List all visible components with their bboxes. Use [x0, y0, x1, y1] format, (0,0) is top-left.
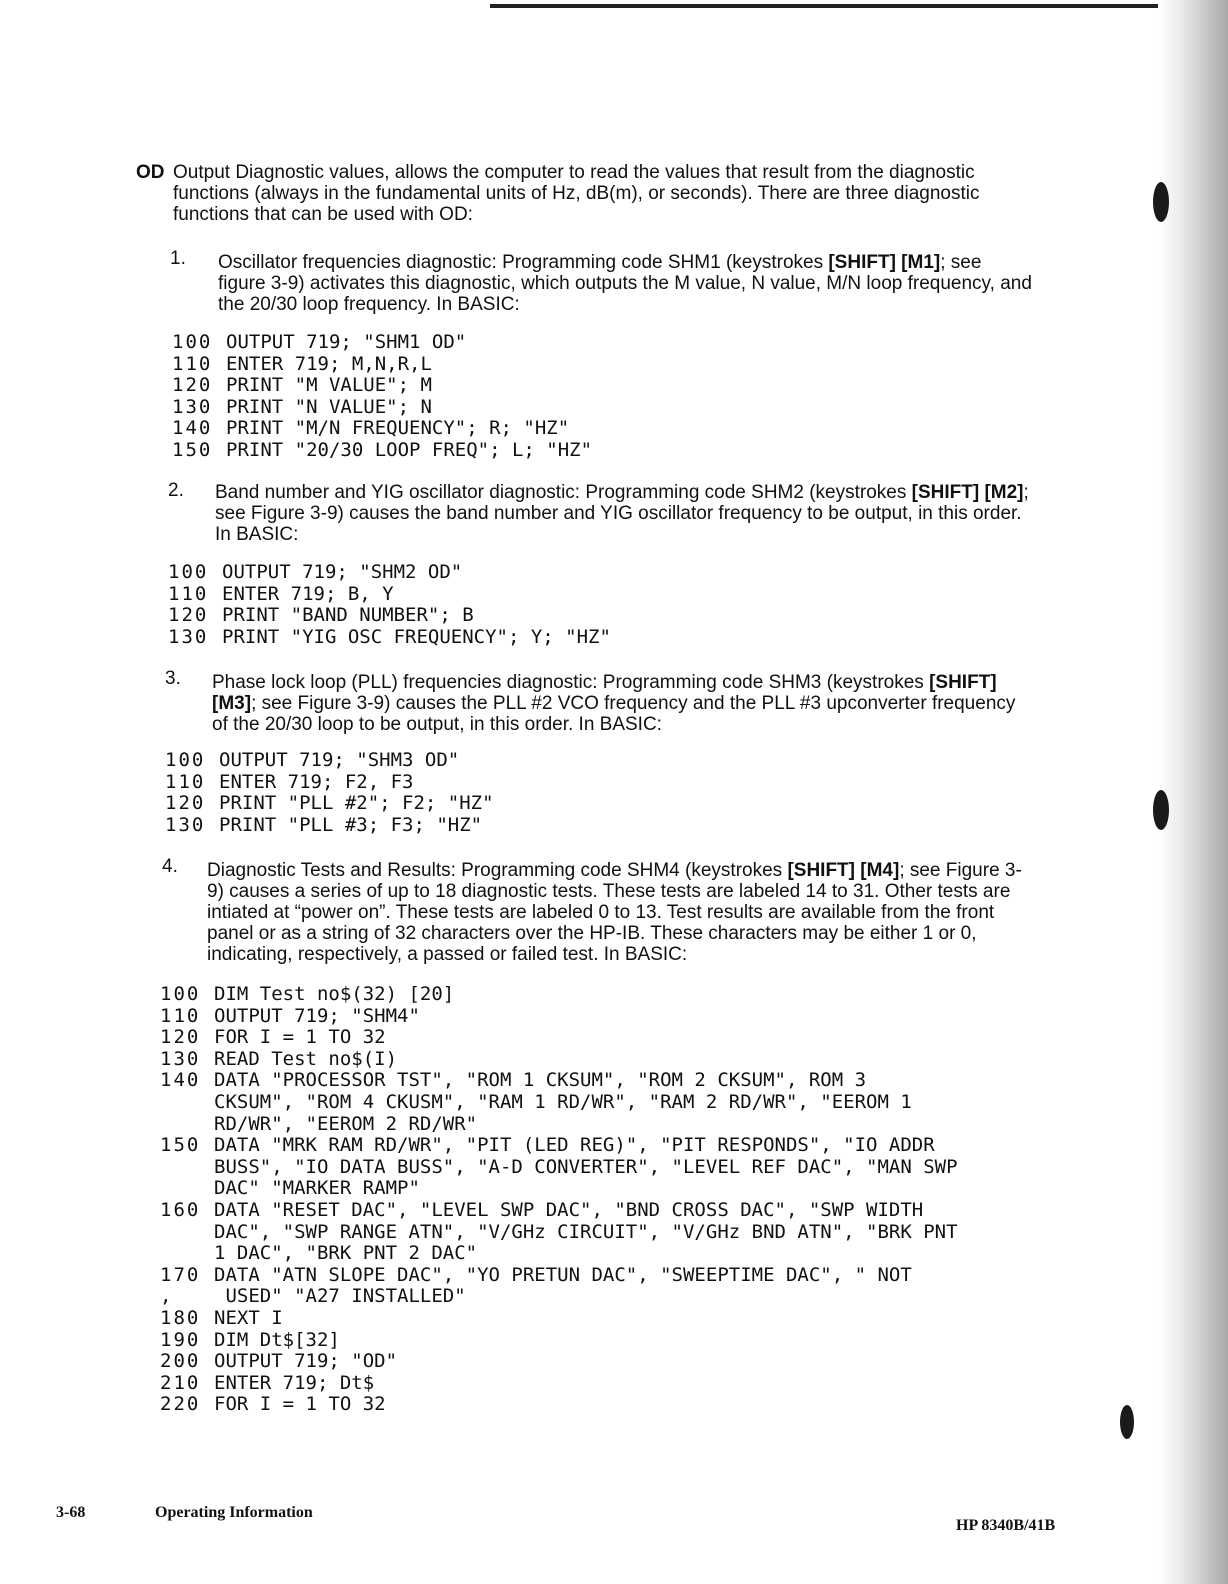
code-listing — [168, 562, 611, 648]
code-line — [160, 1114, 958, 1136]
top-edge-line — [490, 4, 1190, 8]
line-text: DATA "RESET DAC", "LEVEL SWP DAC", "BND CROSS DAC", "SWP WIDTH — [214, 1198, 924, 1221]
line-text: OUTPUT 719; "SHM2 OD" — [222, 561, 463, 583]
line-number: 110 — [172, 352, 213, 375]
line-number: 140 — [160, 1069, 201, 1092]
code-line — [160, 1070, 958, 1092]
od-description: Output Diagnostic values, allows the computer to read the values that result from the diagnostic functions (always in the fundamental units of Hz, dB(m), or seconds). There are three diagnostic functions that can be used with OD: — [173, 162, 980, 225]
line-text: PRINT "YIG OSC FREQUENCY"; Y; "HZ" — [222, 625, 611, 648]
code-line — [160, 1330, 958, 1352]
code-line — [160, 1308, 958, 1330]
code-listing — [165, 750, 494, 836]
line-text: DATA "ATN SLOPE DAC", "YO PRETUN DAC", "SWEEPTIME DAC", " NOT — [214, 1263, 912, 1286]
line-text: OUTPUT 719; "SHM1 OD" — [226, 331, 467, 353]
line-number: 120 — [172, 374, 213, 397]
model-number: HP 8340B/41B — [956, 1517, 1056, 1534]
item-description: Oscillator frequencies diagnostic: Programming code SHM1 (keystrokes [SHIFT] [M1]; see figure 3-9) activates this diagnostic, which outputs the M value, N value, M/N loop frequency, and the 20/30 loop frequency. In BASIC: — [218, 252, 1032, 315]
line-text: ENTER 719; B, Y — [222, 582, 394, 605]
item-description: Diagnostic Tests and Results: Programming code SHM4 (keystrokes [SHIFT] [M4]; see Figure 3-9) causes a series of up to 18 diagnostic tests. These tests are labeled 14 to 31. Other tests are intiated at “power on”. These tests are labeled 0 to 13. Test results are available from the front panel or as a string of 32 characters over the HP-IB. These characters may be either 1 or 0, indicating, respectively, a passed or failed test. In BASIC: — [207, 860, 1022, 965]
line-number: 120 — [165, 792, 206, 815]
code-line — [165, 793, 494, 815]
code-line — [160, 1135, 958, 1157]
code-line — [160, 1027, 958, 1049]
item-number: 2. — [168, 480, 184, 501]
code-line — [168, 562, 611, 584]
item-description: Band number and YIG oscillator diagnostic: Programming code SHM2 (keystrokes [SHIFT] [M2]; see Figure 3-9) causes the band number and YIG oscillator frequency to be output, in this order. In BASIC: — [215, 482, 1029, 545]
code-line — [165, 772, 494, 794]
code-line — [160, 1178, 958, 1200]
code-line — [172, 354, 592, 376]
item-number: 3. — [165, 668, 181, 689]
code-line — [172, 397, 592, 419]
code-line — [172, 418, 592, 440]
line-text: PRINT "M VALUE"; M — [226, 374, 432, 397]
line-number: 110 — [160, 1004, 201, 1027]
keystrokes: [SHIFT] [M3] — [212, 672, 997, 714]
code-listing — [160, 984, 958, 1416]
code-line — [168, 584, 611, 606]
code-listing — [172, 332, 592, 462]
line-number: 200 — [160, 1350, 201, 1373]
code-line — [160, 1286, 958, 1308]
code-line — [168, 627, 611, 649]
line-number: 120 — [168, 604, 209, 627]
line-number: 150 — [160, 1134, 201, 1157]
keystrokes: [SHIFT] [M1] — [828, 252, 941, 273]
line-number: 220 — [160, 1393, 201, 1416]
code-line — [172, 332, 592, 354]
line-text: ENTER 719; Dt$ — [214, 1371, 375, 1394]
line-number: 110 — [168, 582, 209, 605]
code-line — [160, 1049, 958, 1071]
line-number: 210 — [160, 1371, 201, 1394]
code-line — [160, 1394, 958, 1416]
line-text: PRINT "PLL #3; F3; "HZ" — [219, 813, 483, 836]
code-line — [168, 605, 611, 627]
code-line — [172, 440, 592, 462]
line-text: ENTER 719; M,N,R,L — [226, 352, 432, 375]
line-text: FOR I = 1 TO 32 — [214, 1026, 386, 1049]
code-line — [160, 1157, 958, 1179]
line-text: FOR I = 1 TO 32 — [214, 1393, 386, 1416]
line-number: 100 — [168, 561, 209, 583]
line-text: PRINT "M/N FREQUENCY"; R; "HZ" — [226, 417, 570, 440]
line-text: PRINT "20/30 LOOP FREQ"; L; "HZ" — [226, 438, 593, 461]
line-number: 110 — [165, 770, 206, 793]
line-text: CKSUM", "ROM 4 CKUSM", "RAM 1 RD/WR", "RAM 2 RD/WR", "EEROM 1 — [214, 1090, 912, 1113]
line-text: OUTPUT 719; "SHM4" — [214, 1004, 420, 1027]
code-line — [160, 1351, 958, 1373]
item-number: 1. — [170, 248, 186, 269]
line-text: DAC" "MARKER RAMP" — [214, 1177, 420, 1200]
code-line — [165, 750, 494, 772]
line-text: PRINT "N VALUE"; N — [226, 395, 432, 418]
line-text: ENTER 719; F2, F3 — [219, 770, 414, 793]
page-number: 3-68 — [56, 1504, 86, 1521]
punch-hole-3 — [1120, 1405, 1134, 1439]
od-label: OD — [136, 162, 165, 183]
line-number — [160, 1157, 214, 1179]
line-number: 170 — [160, 1263, 201, 1286]
line-text: OUTPUT 719; "OD" — [214, 1350, 398, 1373]
keystrokes: [SHIFT] [M4] — [787, 860, 900, 881]
code-line — [160, 1200, 958, 1222]
item-number: 4. — [162, 856, 178, 877]
code-line — [160, 1243, 958, 1265]
binding-edge — [1158, 0, 1228, 1584]
code-line — [160, 1092, 958, 1114]
keystrokes: [SHIFT] [M2] — [911, 482, 1024, 503]
line-number — [160, 1114, 214, 1136]
line-number: 150 — [172, 438, 213, 461]
punch-hole-1 — [1153, 182, 1169, 222]
code-line — [172, 375, 592, 397]
line-number: 100 — [172, 331, 213, 353]
line-number: 100 — [160, 983, 201, 1005]
line-number: 130 — [160, 1047, 201, 1070]
line-number: , — [160, 1285, 174, 1308]
line-text: READ Test no$(I) — [214, 1047, 398, 1070]
line-number: 130 — [172, 395, 213, 418]
line-number: 100 — [165, 749, 206, 771]
line-number: 120 — [160, 1026, 201, 1049]
section-title: Operating Information — [155, 1504, 313, 1521]
line-text: DIM Dt$[32] — [214, 1328, 340, 1351]
line-text: DAC", "SWP RANGE ATN", "V/GHz CIRCUIT", "V/GHz BND ATN", "BRK PNT — [214, 1220, 958, 1243]
line-number: 160 — [160, 1198, 201, 1221]
line-text: BUSS", "IO DATA BUSS", "A-D CONVERTER", "LEVEL REF DAC", "MAN SWP — [214, 1155, 958, 1178]
punch-hole-2 — [1153, 790, 1169, 830]
line-number: 190 — [160, 1328, 201, 1351]
line-number: 130 — [168, 625, 209, 648]
line-text: NEXT I — [214, 1306, 283, 1329]
line-number — [160, 1243, 214, 1265]
line-text: DATA "MRK RAM RD/WR", "PIT (LED REG)", "PIT RESPONDS", "IO ADDR — [214, 1134, 935, 1157]
line-text: 1 DAC", "BRK PNT 2 DAC" — [214, 1242, 478, 1265]
line-text: PRINT "BAND NUMBER"; B — [222, 604, 474, 627]
line-text: DIM Test no$(32) [20] — [214, 983, 455, 1005]
code-line — [160, 1373, 958, 1395]
line-text: RD/WR", "EEROM 2 RD/WR" — [214, 1112, 478, 1135]
line-number — [160, 1222, 214, 1244]
code-line — [160, 1006, 958, 1028]
code-line — [160, 1265, 958, 1287]
line-text: USED" "A27 INSTALLED" — [214, 1285, 466, 1308]
line-text: PRINT "PLL #2"; F2; "HZ" — [219, 792, 494, 815]
item-description: Phase lock loop (PLL) frequencies diagnostic: Programming code SHM3 (keystrokes [SHIFT] [M3]; see Figure 3-9) causes the PLL #2 VCO frequency and the PLL #3 upconverter frequency of the 20/30 loop to be output, in this order. In BASIC: — [212, 672, 1016, 735]
line-text: DATA "PROCESSOR TST", "ROM 1 CKSUM", "ROM 2 CKSUM", ROM 3 — [214, 1069, 867, 1092]
code-line — [160, 984, 958, 1006]
line-number — [160, 1178, 214, 1200]
line-number: 130 — [165, 813, 206, 836]
line-text: OUTPUT 719; "SHM3 OD" — [219, 749, 460, 771]
line-number — [160, 1092, 214, 1114]
code-line — [160, 1222, 958, 1244]
line-number: 180 — [160, 1306, 201, 1329]
code-line — [165, 815, 494, 837]
line-number: 140 — [172, 417, 213, 440]
